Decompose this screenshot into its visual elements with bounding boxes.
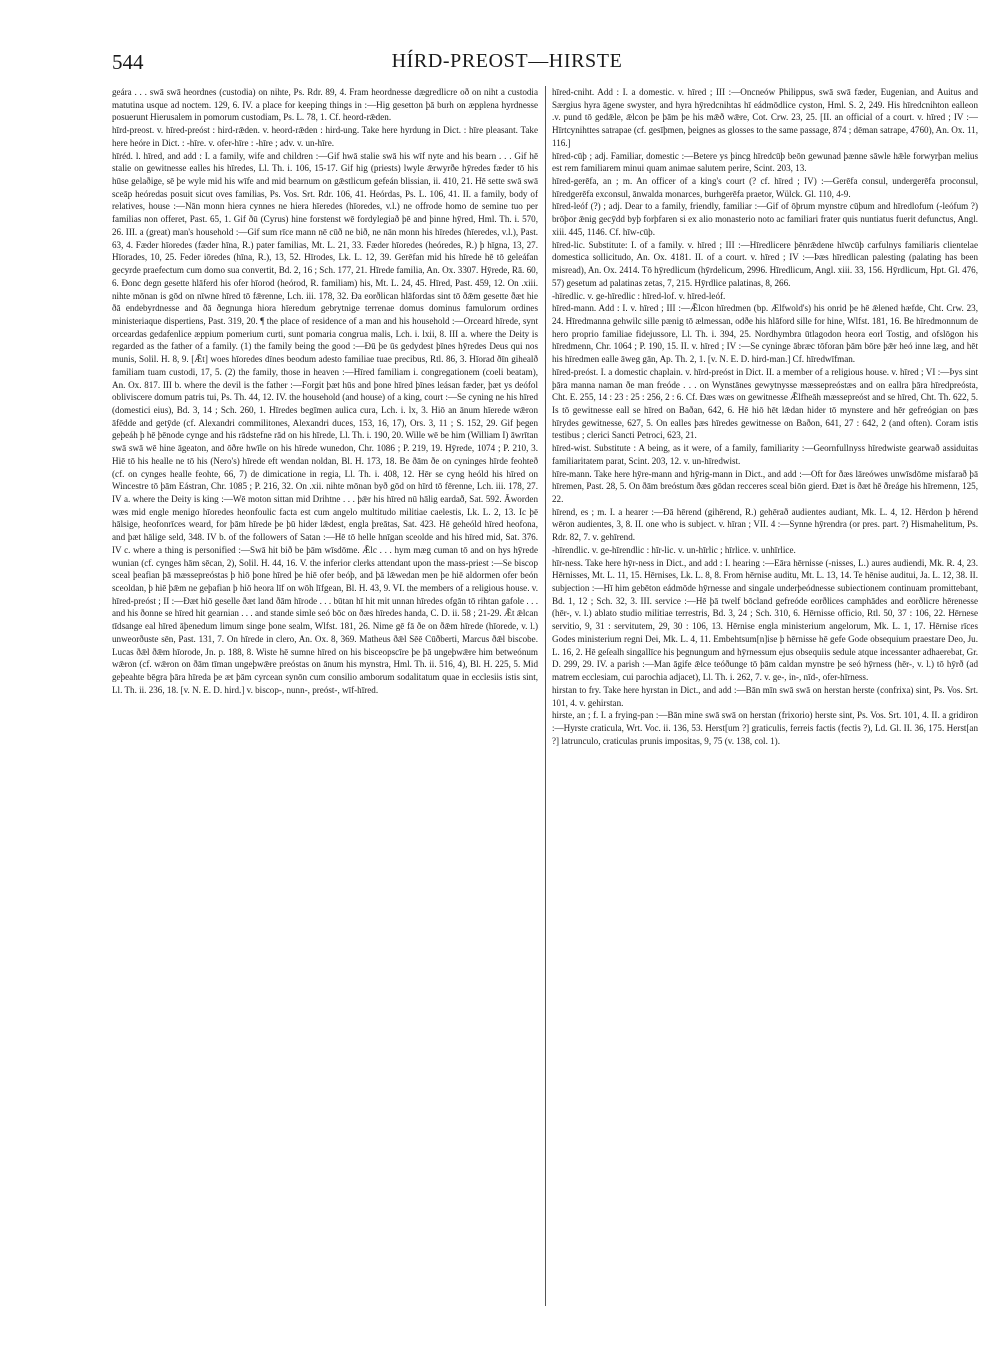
right-column	[552, 86, 978, 1312]
entry-paragraph: hīred-mann. Add : I. v. hīred ; III :—Ǣlcon hīredmen (bp. Ælfwold's) his onrid þe hē ǣlened hæfde, Cht. Crw. 23, 24. Hīredmanna gehwilc sille pænig tō ælmessan, odðe his hlāford sille for hine, Wlfst. 181, 16. Be hīredmonnum de hero proprio familiae fidejussore, Ll. Th. i. 394, 25. Nordhymbra ūtlagodon heora eorl Tostig, and ofslōgon his hīredmenn, Chr. 1064 ; P. 190, 15. II. v. hīred ; IV :—Se cyninge ābræc tōforan þām bōre þǣr heó inne læg, and hēt his hīredmen ealle āweg gān, Ap. Th. 2, 1. [v. N. E. D. hird-man.] Cf. hīredwīfman.	[552, 303, 978, 365]
entry-paragraph: hīred-preóst. I. a domestic chaplain. v. hīrd-preóst in Dict. II. a member of a religious house. v. hīred ; VI :—Þys sint þāra manna naman ðe man freóde . . . on Wynstānes gewytnysse mæssepreóstæs and on eallra þāra hīredpreósta, Cht. E. 255, 14 : 23 : 25 : 256, 2 : 6. Cf. Ðæs wæs on gewitnesse Ǣlfheāh mæssepreóst and se hīred, Cht. Th. 622, 5. Is tō gewitnesse eall se hīred on Baðan, 642, 6. Hē hiō hēt lǣdan hider tō mynstere and hēr gefreógian on þæs hīrydes gewitnesse, 627, 5. On ealles þæs hīredes gewitnesse on Baðon, 641, 27 : 642, 2 (and often). Coram istis testibus ; clerici Sancti Petroci, 623, 21.	[552, 366, 978, 441]
entry-paragraph: hīrend, es ; m. I. a hearer :—Ðā hērend (gihērend, R.) gehērað audientes audiant, Mk. L. 4, 12. Hērdon þ hērend wēron audientes, 3, 8. II. one who is subject. v. hīran ; VII. 4 :—Synne hȳrendra (or pres. part. ?) Hismahelitum, Ps. Rdr. 82, 7. v. gehīrend.	[552, 506, 978, 543]
page-header	[112, 50, 902, 80]
entry-paragraph: hīred-cūþ ; adj. Familiar, domestic :—Betere ys þincg hīredcūþ beōn gewunad þænne sāwle hǣle forwyrþan melius est rem familiarem minui quam animae salutem perire, Scint. 203, 13.	[552, 150, 978, 174]
entry-paragraph: hīred-lic. Substitute: I. of a family. v. hīred ; III :—Hīredlicere þēnrǣdene hīwcūþ carfulnys familiaris clientelae domestica sollicitudo, An. Ox. 4181. II. of a court. v. hīred ; IV :—Þæs hīredlican palesting (palating has been misread), An. Ox. 2414. Tō hȳredlicum (hȳrdelicum, 2996. Hīredlicum, Angl. xiii. 33, 156. Hȳrdlicum, Hpt. Gl. 476, 57) gesetum ad palatinas zetas, 7, 215. Hȳrdlice palatinas, 8, 266.	[552, 239, 978, 288]
entry-paragraph: geára . . . swā swā heordnes (custodia) on nihte, Ps. Rdr. 89, 4. Fram heordnesse dægredlicre oð on niht a custodia matutina usque ad noctem. 129, 6. IV. a place for keeping things in :—Hig gesetton þā burh on æpplena hyrdnesse posuerunt Hierusalem in pomorum custodiam, Ps. L. 78, 1. Cf. heord-rǣden.	[112, 87, 538, 123]
page-number: 544	[112, 50, 144, 74]
entry-paragraph: hīred-gerēfa, an ; m. An officer of a king's court (? cf. hīred ; IV) :—Gerēfa consul, undergerēfa proconsul, hīredgerēfa exconsul, ānwalda monarces, burhgerēfa praetor, Wülck. Gl. 110, 4-9.	[552, 176, 978, 199]
entry-paragraph: hīréd. l. hīred, and add : I. a family, wife and children :—Gif hwā stalie swā his wīf nyte and his bearn . . . Gif hē stalie on gewitnesse ealles his hīredes, Ll. Th. i. 106, 15-17. Gif hig (priests) lwyle ǣrwyrðe hȳredes fæder tō his hūse gelaðige, sē þe wyle mid his wīfe and mid bearnum on gǣstlicum gefeán blissian, ii. 410, 21. Hē sette swā swā sceāp heóredas posuit sicut oves familias, Ps. Vos. Srt. Rdr. 106, 41. Heórdas, Ps. L. 106, 41. II. a family, body of relatives, house :—Nān monn hiera cynnes ne hiera hīeredes (hīoredes, v.l.) ne offrode homo de semine tuo per familias non offeret, Past. 65, 1. Gif ðū (Cyrus) hine forstenst wē fordylegiað þē and þinne hȳred, Hml. Th. i. 570, 26. III. a (great) man's household :—Gif sum rīce mann nē cūð ne bið, ne nān monn his hīredes (hīeredes, v.l.), Past. 63, 4. Fæder hīoredes (fæder hīna, R.) pater familias, Mt. L. 21, 33. Fæder hīoredes (heóredes, R.) þ hīgna, 13, 27. Hīorades, 10, 25. Feder iōredes (hīna, R.), 13, 52. Hīrodes, Lk. L. 12, 39. Gerēfan mid his hīrede hē tō geleáfan gecyrde praefectum cum domo sua convertit, Bd. 2, 16 ; Sch. 177, 21. Hīrede familia, An. Ox. 3307. Hȳrede, Rā. 60, 6. Ðonc degn gesette hlāferd his ofer hīorod (heórod, R. familiam) his, Mt. L. 24, 45. Hīred, Past. 459, 12. On .xiii. nihte mōnan is gōd on nīwne hīred tō fǣrenne, Lch. iii. 178, 32. Ða eorðlican hlāfordas sint tō ðǣm gesette ðæt hie ðā endebyrdnesse and ðā ðegnunga hiora hīeredum gebrytnige terrenae domus dominus famulorum ordines ministeriaque dispertiens, Past. 319, 20. ¶ the place of residence of a man and his household :—Orceard hīrede, synt orceardas gedafenlice æppium pomerium curti, sunt pomaria congrua malis, Lch. i. lxii, 8. III a. where the Deity is regarded as the father of a family. (1) the family being the good :—Ðū þe ūs gedydest þīnes hȳredes Deus qui nos munis, Solil. H. 8, 9. [Ǣt] woes hīoredes dīnes beodum adesto familiae tuae precibus, Rtl. 86, 3. Hīorad ðīn gihealð familiam tuam custodi, 17, 5. (2) the family, those in heaven :—Hīred familiam i. congregationem (coeli beatam), An. Ox. 817. III b. where the devil is the father :—Forgit þæt hūs and þone hīred þīnes leásan fæder, þæt ys deófol obliviscere domum patris tui, Ps. Th. 44, 12. IV. the household (and house) of a king, court :—Se cyning ne his hīred (domestici eius), Bd. 3, 14 ; Sch. 260, 1. Hīredes begīmen aulica cura, Lch. i. lx, 3. Hiō an ānum hīerede wǣron āfēdde and getȳde (cf. Alexandri commilitones, Alexandri duces, 153, 16, 17), Ors. 3, 11 ; S. 152, 29. Gif þegen geþeáh þ hē þēnode cynge and his rādstefne rād on his hīrede, Ll. Th. i. 190, 20. Wille wē be him (William I) āwrītan swā swā wē hine āgeaton, and ōðre hwīle on his hīrede wunedon, Chr. 1086 ; P. 219, 19. Hȳrede, 1074 ; P. 210, 3. Hiē tō his healle ne tō his (Nero's) hīrede eft wendan noldan, Bl. H. 173, 18. Be ðām ðe on cyninges hīrde feohteð (cf. on cynges healle feohte, 66, 7) de dimicatione in regia, Ll. Th. i. 408, 12. Hēr se cyng heóld his hīred on Wincestre tō þām Eástran, Chr. 1085 ; P. 216, 32. On .xii. nihte mōnan byð gōd on hīrd tō fērenne, Lch. iii. 178, 27. IV a. where the Deity is king :—Wē moton sittan mid Drihtne . . . þǣr his hīred nū hālig eardað, Sat. 592. Āworden wæs mid engle menigo hīoredes heonfoulic facta est cum angelo multitudo militiae caelestis, Lk. L. 2, 13. Ic þē hālsige, heofonrīces weard, for þām hīrede þe þū hider lǣdest, engla þreātas, Sat. 423. Hē geheóld hīred heofona, and þæt hālige seld, 348. IV b. of the followers of Satan :—Hē tō helle hnīgan sceolde and his hīred mid, Sat. 376. IV c. where a thing is personified :—Swā hit bið be þām wīsdōme. Ǣlc . . . hym mæg cuman tō and on hys hȳrede wunian (cf. cynges hām sēcan, 2), Solil. H. 44, 16. V. the inferior clerks attendant upon the mass-priest :—Se biscop sceal þeafian þā mæssepreóstas þ hiō þone hīred þe hiē ofer beóþ, and þā lǣwedan men þe hiē aldormen ofer beón sceoldan, þ hiē þǣm ne geþafian þ hiō heora līf on wōh līfgean, Bl. H. 43, 9. VI. the members of a religious house. v. hīred-preóst ; II :—Ðæt hiō geselle ðæt land ðām hīrode . . . būtan hī hit mit unnan hīredes ofgān tō rihtan gafole . . . and his ðonne se hīred hit gearnian . . . and stande simle seó bōc on ðæs hīredes handa, C. D. ii. 58 ; 21-29. Ǣt ǣlcan tīdsange eal hīred āþenedum limum singe þone sealm, Wlfst. 181, 26. Nime gē fā ðe on ðǣm hīrede (hīorede, v. l.) unweorðuste sēn, Past. 131, 7. On hīrede in clero, An. Ox. 8, 369. Matheus ðǣl Sēē Cūðberti, Marcus ðǣl biscobe. Lucas ðǣl ðǣm hīorode, Jn. p. 188, 8. Wiste hē sumne hīred on his bisceopscīre þe þā ungeþwǣre him betweónum wǣron (cf. wǣron on ðām tīman ungeþwǣre preóstas on ānum his mynstra, Hml. Th. ii. 516, 4), Bl. H. 225, 5. Mid geþeahte bēgra þāra hīreda þe æt þām cyrcean synōn cum consilio amborum sodalitatum quae in ecclesiis istis sint, Ll. Th. ii. 236, 18. [v. N. E. D. hird.] v. biscop-, nunn-, preóst-, wīf-hīred.	[112, 150, 538, 695]
entry-paragraph: hīred-wist. Substitute : A being, as it were, of a family, familiarity :—Geornfullnyss hīredwiste gearwað assiduitas familiaritatem parat, Scint. 203, 12. v. un-hīredwist.	[552, 443, 978, 466]
entry-paragraph: hīr-ness. Take here hȳr-ness in Dict., and add : I. hearing :—Eāra hērnisse (-nisses, L.) aures audiendi, Mk. R. 4, 23. Hērnisses, Mt. L. 11, 15. Hērnises, Lk. L. 8, 8. From hērnise auditu, Mt. L. 13, 14. Te hēnise auditui, Ja. L. 12, 38. II. subjection :—Hī him gebēton eádmōde hȳrnesse and singale underþeódnesse subiectionem continuam promittebant, Bd. 1, 12 ; Sch. 32, 3. III. service :—Hē þā twelf bōcland gefreóde eorðlices camphādes and eorðlicre hērenesse (hēr-, v. l.) ablato studio militiae terrestris, Bd. 3, 24 ; Sch. 310, 6. Hērnisse officio, Rtl. 50, 37 : 106, 22. Hērnese servitio, 9, 31 : servitutem, 29, 30 : 106, 13. Hērnise engla ministerium angelorum, Mk. L. 1, 17. Hērnise rīces Godes ministerium regni Dei, Mk. L. 4, 11. Embehtsum[n]ise þ hērnisse hē gefe Gode obsequium praestare Deo, Ju. L. 16, 2. Hē geſealh singallīce his þegnungum and hȳrnessum ejus obsequiis sedule atque incessanter adhaerebat, Gr. D. 299, 29. IV. a parish :—Man āgife ǣlce teóðunge tō þām caldan mynstre þe seó hȳrness (hēr-, v. l.) tō hȳrð (ad matrem ecclesiam, cui parochia adjacet), Ll. Th. i. 262, 7. v. ge-, in-, nīd-, ofer-hīrness.	[552, 557, 978, 683]
entry-paragraph: -hīrendlic. v. ge-hīrendlic : hīr-lic. v. un-hīrlic ; hīrlice. v. unhīrlice.	[552, 544, 796, 555]
entry-paragraph: hirste, an ; f. I. a frying-pan :—Bān mine swā swā on herstan (frixorio) herste sint, Ps. Vos. Srt. 101, 4. II. a gridiron :—Hyrste craticula, Wrt. Voc. ii. 136, 53. Herst[um ?] graticulis, ferreis factis (fectis ?), Ld. Gl. II. 36, 175. Herst[an ?] latrunculo, craticulas prunis impositas, 9, 75 (v. 138, col. 1).	[552, 710, 978, 746]
entry-paragraph: hīred-cniht. Add : I. a domestic. v. hīred ; III :—Oncneów Philippus, swā swā fæder, Eugenian, and Auitus and Særgius hyra āgene swyster, and hyra hȳredcnihtas hī eádmōdlice cyston, Hml. S. 2, 249. His hīredcnihton ealleon .v. pund tō gedǣle, ǣlcon þe þām þe his mǣð wǣre, Cot. Crw. 23, 25. [II. an official of a court. v. hīred ; IV :—Hīrtcynihttes satrapae (cf. gesīþmen, þeignes as glosses to the same passage, 874 ; dēman satrape, 4760), An. Ox. 11, 116.]	[552, 87, 978, 148]
entry-paragraph: hīre-mann. Take here hȳre-mann and hȳrig-mann in Dict., and add :—Oft for ðæs lāreówes unwīsdōme misfarað þā hīremen, Past. 28, 5. On ðām breóstum ðæs gōdan recceres sceal biōn gierd. Ðæt is ðæt hē ðreáge his hīremenn, 125, 22.	[552, 468, 978, 504]
entry-paragraph: -hīredlic. v. ge-hīredlic : hīred-lof. v. hīred-leóf.	[552, 290, 726, 301]
entry-paragraph: hīrd-preost. v. hīred-preóst : hird-rǣden. v. heord-rǣden : hird-ung. Take here hyrdung in Dict. : hīre pleasant. Take here heóre in Dict. : -hīre. v. ofer-hīre : -hīre ; adv. v. un-hīre.	[112, 125, 538, 148]
running-head: HÍRD-PREOST—HIRSTE	[391, 50, 623, 72]
column-divider	[545, 86, 546, 1306]
left-column	[112, 86, 538, 1312]
entry-paragraph: hīred-leóf (?) ; adj. Dear to a family, friendly, familiar :—Gif of ōþrum mynstre cūþum and hīredlofum (-leófum ?) brōþor ǣnig gecȳdd byþ forþfaren si ex alio monasterio noto ac familiari frater quis nuntiatus fuerit defunctus, Angl. xiii. 445, 1146. Cf. hīw-cūþ.	[552, 201, 978, 237]
entry-paragraph: hirstan to fry. Take here hyrstan in Dict., and add :—Bān mīn swā swā on herstan herste (confrixa) sint, Ps. Vos. Srt. 101, 4. v. gehirstan.	[552, 684, 978, 708]
